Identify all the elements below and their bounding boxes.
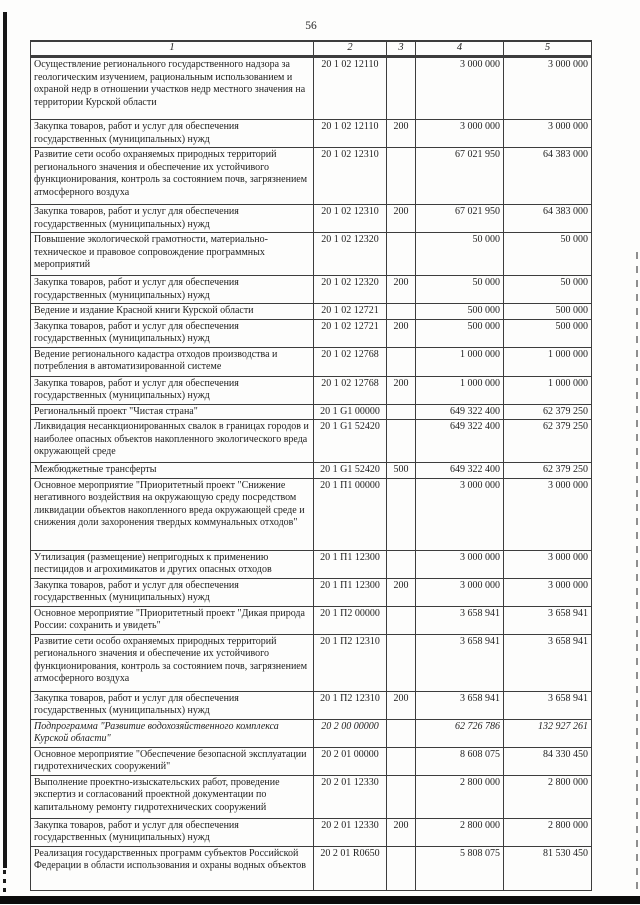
amount-col4-cell: 8 608 075: [415, 748, 503, 775]
scan-artifact-right-dashes: [636, 252, 638, 902]
activity-name-cell: Развитие сети особо охраняемых природных территорий регионального значения и обеспечение их устойчивого функционирования, контроль за состоянием почв, загрязнением атмосферного воздуха: [34, 635, 308, 684]
expense-type-cell: [386, 233, 415, 275]
expense-type-cell: [386, 405, 415, 420]
table-row: [31, 775, 591, 818]
column-header-1: 1: [169, 42, 175, 53]
amount-col4-cell: 649 322 400: [415, 463, 503, 478]
budget-code-cell: 20 2 01 12330: [313, 819, 386, 846]
amount-col4-cell: 5 808 075: [415, 847, 503, 890]
amount-col5-cell: 50 000: [503, 276, 591, 303]
activity-name-cell: Закупка товаров, работ и услуг для обеспечения государственных (муниципальных) нужд: [34, 819, 239, 843]
amount-col4-cell: 500 000: [415, 304, 503, 319]
amount-col4-cell: 2 800 000: [415, 819, 503, 846]
budget-code-cell: 20 1 02 12310: [313, 205, 386, 232]
table-row: [31, 462, 591, 478]
expense-type-cell: [386, 776, 415, 818]
amount-col4-cell: 3 658 941: [415, 607, 503, 634]
activity-name-cell: Межбюджетные трансферты: [34, 464, 157, 475]
table-body: [31, 57, 591, 890]
amount-col5-cell: 50 000: [503, 233, 591, 275]
amount-col5-cell: 3 658 941: [503, 635, 591, 691]
expense-type-cell: 200: [386, 120, 415, 147]
budget-code-cell: 20 1 02 12110: [313, 120, 386, 147]
amount-col4-cell: 67 021 950: [415, 205, 503, 232]
table-row: [31, 347, 591, 376]
expense-type-cell: 200: [386, 320, 415, 347]
column-header-2: 2: [313, 42, 386, 55]
amount-col5-cell: 64 383 000: [503, 205, 591, 232]
table-row: [31, 319, 591, 347]
activity-name-cell: Основное мероприятие "Приоритетный проект "Дикая природа России: сохранить и увидеть": [34, 607, 305, 631]
expense-type-cell: [386, 148, 415, 204]
amount-col5-cell: 3 658 941: [503, 692, 591, 719]
table-row: [31, 275, 591, 303]
budget-code-cell: 20 1 G1 52420: [313, 463, 386, 478]
column-header-5: 5: [503, 42, 591, 55]
expense-type-cell: 200: [386, 205, 415, 232]
expense-type-cell: [386, 304, 415, 319]
budget-code-cell: 20 1 02 12721: [313, 320, 386, 347]
table-row: [31, 550, 591, 578]
budget-code-cell: 20 1 G1 00000: [313, 405, 386, 420]
amount-col4-cell: 1 000 000: [415, 377, 503, 404]
activity-name-cell: Реализация государственных программ субъектов Российской Федерации в области использования и охраны водных объектов: [34, 847, 306, 871]
activity-name-cell: Повышение экологической грамотности, материально-техническое и правовое сопровождение программных мероприятий: [34, 234, 268, 270]
amount-col4-cell: 3 000 000: [415, 579, 503, 606]
activity-name-cell: Закупка товаров, работ и услуг для обеспечения государственных (муниципальных) нужд: [34, 377, 239, 401]
expense-type-cell: [386, 420, 415, 462]
budget-code-cell: 20 1 П1 12300: [313, 551, 386, 578]
table-row: [31, 606, 591, 634]
budget-code-cell: 20 1 02 12310: [313, 148, 386, 204]
expense-type-cell: [386, 58, 415, 119]
amount-col5-cell: 3 000 000: [503, 58, 591, 119]
expense-type-cell: [386, 607, 415, 634]
budget-code-cell: 20 1 П2 12310: [313, 692, 386, 719]
expense-type-cell: [386, 635, 415, 691]
amount-col5-cell: 1 000 000: [503, 377, 591, 404]
page-number: 56: [305, 20, 317, 32]
amount-col4-cell: 649 322 400: [415, 420, 503, 462]
amount-col4-cell: 3 000 000: [415, 551, 503, 578]
budget-code-cell: 20 2 01 12330: [313, 776, 386, 818]
amount-col4-cell: 67 021 950: [415, 148, 503, 204]
activity-name-cell: Закупка товаров, работ и услуг для обеспечения государственных (муниципальных) нужд: [34, 320, 239, 344]
table-row: [31, 578, 591, 606]
expense-type-cell: [386, 551, 415, 578]
amount-col4-cell: 1 000 000: [415, 348, 503, 376]
activity-name-cell: Ведение и издание Красной книги Курской области: [34, 305, 254, 316]
expense-type-cell: 200: [386, 579, 415, 606]
activity-name-cell: Закупка товаров, работ и услуг для обеспечения государственных (муниципальных) нужд: [34, 692, 239, 716]
table-row: [31, 419, 591, 462]
table-row: [31, 478, 591, 550]
budget-code-cell: 20 2 01 R0650: [313, 847, 386, 890]
activity-name-cell: Выполнение проектно-изыскательских работ, проведение экспертиз и согласований проектной документации по капитальному ремонту гидротехнических сооружений: [34, 776, 280, 813]
expense-type-cell: 200: [386, 377, 415, 404]
amount-col5-cell: 500 000: [503, 304, 591, 319]
table-row: [31, 747, 591, 775]
column-header-4: 4: [415, 42, 503, 55]
activity-name-cell: Ведение регионального кадастра отходов производства и потребления в автоматизированной системе: [34, 348, 278, 372]
amount-col5-cell: 2 800 000: [503, 819, 591, 846]
activity-name-cell: Закупка товаров, работ и услуг для обеспечения государственных (муниципальных) нужд: [34, 121, 239, 145]
amount-col5-cell: 64 383 000: [503, 148, 591, 204]
amount-col4-cell: 649 322 400: [415, 405, 503, 420]
budget-code-cell: 20 2 01 00000: [313, 748, 386, 775]
table-row: [31, 846, 591, 890]
expense-type-cell: [386, 479, 415, 550]
amount-col5-cell: 3 658 941: [503, 607, 591, 634]
expense-type-cell: 200: [386, 692, 415, 719]
amount-col5-cell: 132 927 261: [503, 720, 591, 747]
amount-col5-cell: 3 000 000: [503, 579, 591, 606]
expense-type-cell: [386, 748, 415, 775]
amount-col4-cell: 3 658 941: [415, 692, 503, 719]
amount-col4-cell: 3 000 000: [415, 479, 503, 550]
amount-col5-cell: 2 800 000: [503, 776, 591, 818]
amount-col5-cell: 62 379 250: [503, 463, 591, 478]
expense-type-cell: 500: [386, 463, 415, 478]
table-row: [31, 634, 591, 691]
table-row: [31, 204, 591, 232]
expense-type-cell: [386, 348, 415, 376]
activity-name-cell: Основное мероприятие "Обеспечение безопасной эксплуатации гидротехнических сооружений": [34, 748, 307, 772]
table-row: [31, 303, 591, 319]
activity-name-cell: Закупка товаров, работ и услуг для обеспечения государственных (муниципальных) нужд: [34, 206, 239, 230]
scan-artifact-bottom-bar: [0, 896, 640, 904]
column-header-3: 3: [386, 42, 415, 55]
expense-type-cell: [386, 847, 415, 890]
budget-code-cell: 20 1 02 12768: [313, 348, 386, 376]
budget-code-cell: 20 1 П2 00000: [313, 607, 386, 634]
activity-name-cell: Закупка товаров, работ и услуг для обеспечения государственных (муниципальных) нужд: [34, 277, 239, 301]
amount-col4-cell: 500 000: [415, 320, 503, 347]
expense-type-cell: 200: [386, 276, 415, 303]
table-row: [31, 119, 591, 147]
budget-code-cell: 20 1 02 12721: [313, 304, 386, 319]
expense-type-cell: [386, 720, 415, 747]
table-row: [31, 719, 591, 747]
activity-name-cell: Развитие сети особо охраняемых природных территорий регионального значения и обеспечение их устойчивого функционирования, контроль за состоянием почв, загрязнением атмосферного воздуха: [34, 149, 308, 198]
budget-code-cell: 20 2 00 00000: [313, 720, 386, 747]
budget-code-cell: 20 1 02 12768: [313, 377, 386, 404]
amount-col5-cell: 3 000 000: [503, 120, 591, 147]
budget-code-cell: 20 1 02 12110: [313, 58, 386, 119]
activity-name-cell: Основное мероприятие "Приоритетный проект "Снижение негативного воздействия на окружающую среду посредством ликвидации объектов накопленного вреда окружающей среде и снижения доли захоронения твердых коммунальных отходов": [34, 479, 305, 528]
amount-col5-cell: 500 000: [503, 320, 591, 347]
amount-col5-cell: 84 330 450: [503, 748, 591, 775]
budget-code-cell: 20 1 G1 52420: [313, 420, 386, 462]
expense-type-cell: 200: [386, 819, 415, 846]
amount-col5-cell: 62 379 250: [503, 405, 591, 420]
activity-name-cell: Региональный проект "Чистая страна": [34, 405, 198, 417]
table-row: [31, 147, 591, 204]
amount-col4-cell: 2 800 000: [415, 776, 503, 818]
amount-col4-cell: 62 726 786: [415, 720, 503, 747]
activity-name-cell: Подпрограмма "Развитие водохозяйственного комплекса Курской области": [34, 720, 279, 744]
amount-col5-cell: 81 530 450: [503, 847, 591, 890]
amount-col4-cell: 50 000: [415, 276, 503, 303]
amount-col4-cell: 50 000: [415, 233, 503, 275]
table-row: [31, 691, 591, 719]
budget-code-cell: 20 1 02 12320: [313, 233, 386, 275]
amount-col5-cell: 62 379 250: [503, 420, 591, 462]
amount-col4-cell: 3 000 000: [415, 120, 503, 147]
table-row: [31, 404, 591, 420]
table-row: [31, 376, 591, 404]
table-header-row: [31, 42, 591, 57]
table-row: [31, 232, 591, 275]
activity-name-cell: Закупка товаров, работ и услуг для обеспечения государственных (муниципальных) нужд: [34, 579, 239, 603]
budget-code-cell: 20 1 П2 12310: [313, 635, 386, 691]
activity-name-cell: Утилизация (размещение) непригодных к применению пестицидов и агрохимикатов и других опасных отходов: [34, 551, 272, 575]
budget-code-cell: 20 1 02 12320: [313, 276, 386, 303]
amount-col4-cell: 3 000 000: [415, 58, 503, 119]
amount-col5-cell: 3 000 000: [503, 479, 591, 550]
amount-col5-cell: 3 000 000: [503, 551, 591, 578]
scan-artifact-left-dashes: [3, 870, 6, 898]
budget-code-cell: 20 1 П1 12300: [313, 579, 386, 606]
budget-table: [30, 40, 592, 891]
table-row: [31, 57, 591, 119]
activity-name-cell: Осуществление регионального государственного надзора за геологическим изучением, рациональным использованием и охраной недр в отношении участков недр местного значения на территории Курской области: [34, 59, 306, 108]
budget-code-cell: 20 1 П1 00000: [313, 479, 386, 550]
amount-col5-cell: 1 000 000: [503, 348, 591, 376]
scan-artifact-left-bar: [3, 12, 7, 868]
activity-name-cell: Ликвидация несанкционированных свалок в границах городов и наиболее опасных объектов накопленного экологического вреда окружающей среде: [34, 421, 309, 457]
table-row: [31, 818, 591, 846]
amount-col4-cell: 3 658 941: [415, 635, 503, 691]
